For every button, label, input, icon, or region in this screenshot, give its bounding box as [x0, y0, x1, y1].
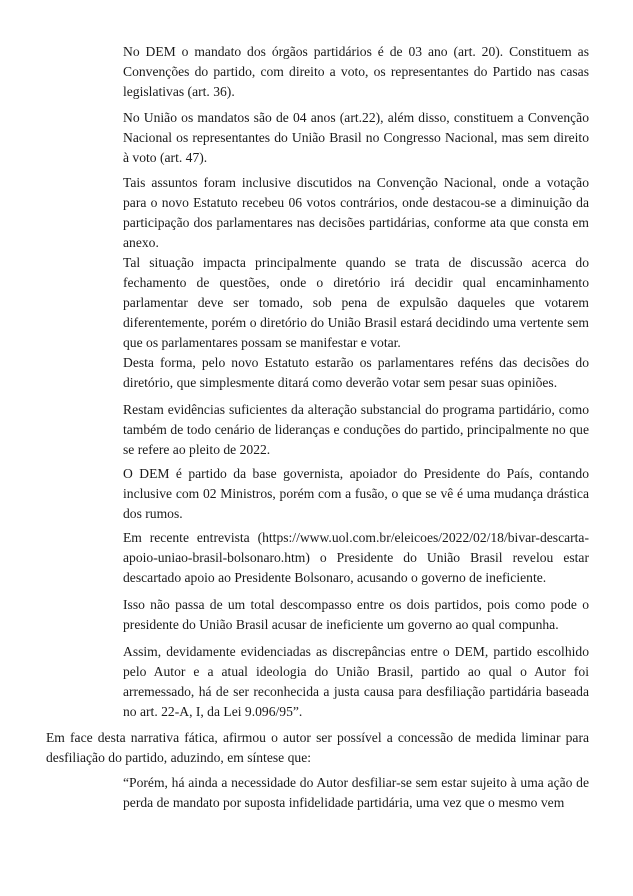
paragraph-quote-start: “Porém, há ainda a necessidade do Autor desfiliar-se sem estar sujeito à uma ação de perda de mandato por suposta infidelidade partidária, uma vez que o mesmo vem: [123, 775, 589, 810]
paragraph-national-convention: Tais assuntos foram inclusive discutidos na Convenção Nacional, onde a votação para o novo Estatuto recebeu 06 votos contrários, onde destacou-se a diminuição da participação dos parlamentares nas decisões partidárias, conforme ata que consta em anexo.: [123, 175, 589, 250]
paragraph-evidence: Restam evidências suficientes da alteração substancial do programa partidário, como também de todo cenário de lideranças e conduções do partido, principalmente no que se refere ao pleito de 2022.: [123, 402, 589, 457]
paragraph-dem-mandate: No DEM o mandato dos órgãos partidários é de 03 ano (art. 20). Constituem as Convenções do partido, com direito a voto, os representantes do Partido nas casas legislativas (art. 36).: [123, 44, 589, 99]
paragraph-new-statute: Desta forma, pelo novo Estatuto estarão os parlamentares reféns das decisões do diretório, que simplesmente ditará como deverão votar sem pesar suas opiniões.: [123, 355, 589, 390]
paragraph-interview: Em recente entrevista (https://www.uol.com.br/eleicoes/2022/02/18/bivar-descarta-apoio-uniao-brasil-bolsonaro.htm) o Presidente do União Brasil revelou estar descartado apoio ao Presidente Bolsonaro, acusando o governo de ineficiente.: [123, 530, 589, 585]
paragraph-uniao-mandate: No União os mandatos são de 04 anos (art.22), além disso, constituem a Convenção Nacional os representantes do União Brasil no Congresso Nacional, mas sem direito à voto (art. 47).: [123, 110, 589, 165]
paragraph-just-cause: Assim, devidamente evidenciadas as discrepâncias entre o DEM, partido escolhido pelo Autor e a atual ideologia do União Brasil, partido ao qual o Autor foi arremessado, há de ser reconhecida a justa causa para desfiliação partidária baseada no art. 22-A, I, da Lei 9.096/95”.: [123, 644, 589, 719]
paragraph-narrative: Em face desta narrativa fática, afirmou o autor ser possível a concessão de medida liminar para desfiliação do partido, aduzindo, em síntese que:: [46, 730, 589, 765]
paragraph-mismatch: Isso não passa de um total descompasso entre os dois partidos, pois como pode o presidente do União Brasil acusar de ineficiente um governo ao qual compunha.: [123, 597, 589, 632]
paragraph-closing-questions: Tal situação impacta principalmente quando se trata de discussão acerca do fechamento de questões, onde o diretório irá decidir qual encaminhamento parlamentar deve ser tomado, sob pena de expulsão daqueles que votarem diferentemente, porém o diretório do União Brasil estará decidindo uma vertente sem que os parlamentares possam se manifestar e votar.: [123, 255, 589, 350]
paragraph-dem-government-base: O DEM é partido da base governista, apoiador do Presidente do País, contando inclusive com 02 Ministros, porém com a fusão, o que se vê é uma mudança drástica dos rumos.: [123, 466, 589, 521]
